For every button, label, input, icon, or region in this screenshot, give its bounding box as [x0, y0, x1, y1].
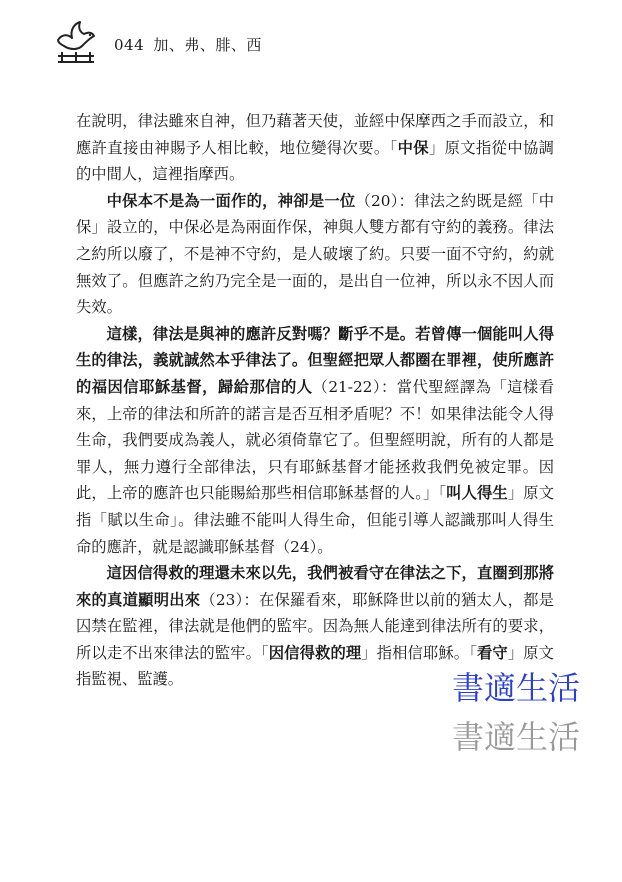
paragraph-text: 」原文指從中協調的中間人，這裡指摩西。: [76, 138, 554, 184]
highlighted-phrase: 中保本不是為一面作的，神卻是一位: [106, 191, 356, 210]
dove-logo-icon: [52, 20, 100, 68]
highlighted-phrase: 這因信得救的理還未來以先，我們被看守在律法之下，直圈到那將來的真道顯明出來: [76, 564, 554, 609]
paragraph-text: （21-22）：當代聖經譯為「這樣看來，上帝的律法和所許的諾言是否互相矛盾呢？不！如果律法能令人得生命，我們要成為義人，就必須倚靠它了。但聖經明說，所有的人都是罪人，無力遵行全部律法，只有耶穌基督才能拯救我們免被定罪。因此，上帝的應許也只能賜給那些相信耶穌基督的人。」「: [76, 377, 554, 503]
commentary-paragraph: [76, 108, 554, 188]
highlighted-phrase: 因信得救的理: [268, 643, 362, 662]
paragraph-text: 」原文指監視、監護。: [76, 643, 554, 689]
watermark-primary: 書適生活: [452, 669, 581, 707]
running-header: [52, 20, 352, 70]
book-titles: 加、弗、腓、西: [153, 36, 262, 54]
page-number: 044: [114, 36, 145, 54]
highlighted-phrase: 看守: [477, 643, 508, 662]
paragraph-text: （20）：律法之約既是經「中保」設立的，中保必是為兩面作保，神與人雙方都有守約的義務。律法之約所以廢了，不是神不守約，是人破壞了約。只要一面不守約，約就無效了。但應許之約乃完全是一面的，是出自一位神，所以永不因人而失效。: [76, 191, 554, 317]
paragraph-text: （23）：在保羅看來，耶穌降世以前的猶太人，都是囚禁在監裡，律法就是他們的監牢。因為無人能達到律法所有的要求，所以走不出來律法的監牢。「: [76, 590, 554, 662]
highlighted-phrase: 叫人得生: [446, 484, 508, 503]
header-text: [114, 34, 262, 55]
highlighted-phrase: 中保: [397, 138, 429, 157]
paragraph-text: 」原文指「賦以生命」。律法雖不能叫人得生命，但能引導人認識那叫人得生命的應許，就是認識耶穌基督（24）。: [76, 484, 554, 556]
commentary-paragraph: [76, 188, 554, 321]
commentary-body: [76, 108, 554, 693]
watermark-secondary: 書適生活: [452, 718, 581, 756]
highlighted-phrase: 這樣，律法是與神的應許反對嗎？斷乎不是。若曾傳一個能叫人得生的律法，義就誠然本乎律法了。但聖經把眾人都圈在罪裡，使所應許的福因信耶穌基督，歸給那信的人: [76, 324, 554, 396]
paragraph-text: 」指相信耶穌。「: [361, 643, 477, 662]
commentary-paragraph: [76, 321, 554, 560]
paragraph-text: 在說明，律法雖來自神，但乃藉著天使，並經中保摩西之手而設立，和應許直接由神賜予人相比較，地位變得次要。「: [76, 112, 554, 157]
